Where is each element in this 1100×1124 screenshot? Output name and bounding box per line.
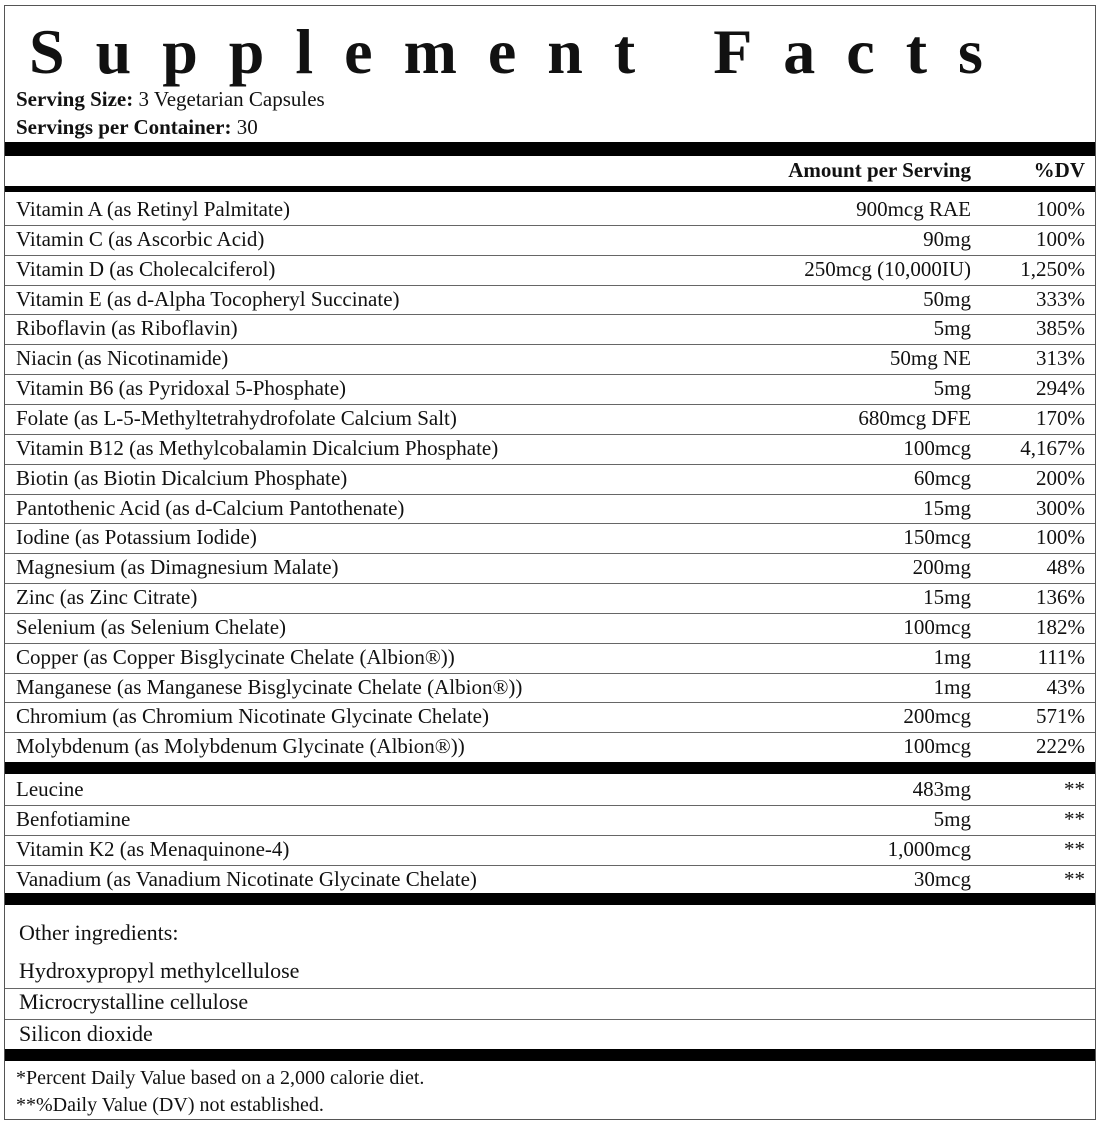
nutrient-dv: 200% <box>1036 465 1085 490</box>
nutrient-amount: 900mcg RAE <box>856 197 971 221</box>
nutrient-amount: 483mg <box>912 777 971 801</box>
nutrient-amount: 15mg <box>923 585 971 610</box>
nutrient-dv: ** <box>1064 866 1085 891</box>
nutrient-name: Folate (as L-5-Methyltetrahydrofolate Calcium Salt) <box>16 405 457 430</box>
nutrient-dv: 313% <box>1036 346 1085 371</box>
nutrient-name: Vitamin K2 (as Menaquinone-4) <box>16 836 290 861</box>
nutrient-dv: 100% <box>1036 226 1085 251</box>
servings-per-container-label: Servings per Container: <box>16 115 232 139</box>
nutrient-amount: 5mg <box>933 376 971 401</box>
nutrient-name: Selenium (as Selenium Chelate) <box>16 614 287 639</box>
nutrient-amount: 100mcg <box>903 435 971 460</box>
nutrient-dv: 48% <box>1046 555 1085 580</box>
nutrient-dv: 111% <box>1037 644 1085 669</box>
supplement-facts-panel <box>4 5 1096 1120</box>
table-row <box>5 673 1095 703</box>
nutrient-amount: 50mg <box>923 286 971 311</box>
nutrient-amount: 200mg <box>912 555 971 580</box>
nutrient-dv: ** <box>1064 836 1085 861</box>
nutrient-amount: 100mcg <box>903 614 971 639</box>
serving-size-label: Serving Size: <box>16 87 134 111</box>
nutrient-name: Iodine (as Potassium Iodide) <box>16 525 257 550</box>
table-row <box>5 775 1095 805</box>
nutrient-dv: 100% <box>1036 197 1085 221</box>
nutrient-name: Vanadium (as Vanadium Nicotinate Glycinate Chelate) <box>16 866 477 891</box>
table-row <box>5 344 1095 374</box>
nutrient-amount: 150mcg <box>903 525 971 550</box>
nutrient-amount: 50mg NE <box>889 346 971 371</box>
table-row <box>5 195 1095 225</box>
table-row <box>5 464 1095 494</box>
other-ingredient-item: Hydroxypropyl methylcellulose <box>19 958 300 983</box>
nutrient-name: Niacin (as Nicotinamide) <box>16 346 229 371</box>
table-row <box>5 805 1095 835</box>
nutrient-name: Riboflavin (as Riboflavin) <box>16 316 238 341</box>
other-ingredient-item: Silicon dioxide <box>19 1021 153 1046</box>
serving-size <box>16 85 325 113</box>
footnote-dv-not-established: **%Daily Value (DV) not established. <box>16 1094 324 1116</box>
table-row <box>5 404 1095 434</box>
table-row <box>5 374 1095 404</box>
row-divider <box>5 1019 1095 1020</box>
nutrient-dv: 4,167% <box>1020 435 1085 460</box>
nutrient-dv: 170% <box>1036 405 1085 430</box>
nutrient-dv: 182% <box>1036 614 1085 639</box>
nutrient-amount: 5mg <box>933 316 971 341</box>
nutrient-name: Zinc (as Zinc Citrate) <box>16 585 198 610</box>
nutrient-amount: 1mg <box>933 674 971 699</box>
dv-column-header: %DV <box>1033 158 1085 182</box>
table-row <box>5 865 1095 895</box>
table-row <box>5 255 1095 285</box>
serving-size-value: 3 Vegetarian Capsules <box>138 87 325 111</box>
nutrient-dv: 1,250% <box>1020 256 1085 281</box>
nutrient-name: Copper (as Copper Bisglycinate Chelate (Albion®)) <box>16 644 455 669</box>
nutrient-name: Vitamin E (as d-Alpha Tocopheryl Succinate) <box>16 286 400 311</box>
other-ingredient-item: Microcrystalline cellulose <box>19 989 249 1014</box>
nutrient-dv: 300% <box>1036 495 1085 520</box>
nutrient-dv: 294% <box>1036 376 1085 401</box>
nutrient-dv: 136% <box>1036 585 1085 610</box>
footnote-percent-dv: *Percent Daily Value based on a 2,000 calorie diet. <box>16 1067 425 1089</box>
nutrient-name: Pantothenic Acid (as d-Calcium Pantothenate) <box>16 495 405 520</box>
nutrient-name: Biotin (as Biotin Dicalcium Phosphate) <box>16 465 348 490</box>
nutrient-dv: ** <box>1064 777 1085 801</box>
table-row <box>5 285 1095 315</box>
nutrient-name: Vitamin D (as Cholecalciferol) <box>16 256 276 281</box>
nutrient-name: Manganese (as Manganese Bisglycinate Chelate (Albion®)) <box>16 674 523 699</box>
servings-per-container-value: 30 <box>236 115 258 139</box>
nutrient-dv: 571% <box>1036 704 1085 729</box>
nutrient-name: Molybdenum (as Molybdenum Glycinate (Albion®)) <box>16 734 465 759</box>
table-row <box>5 613 1095 643</box>
servings-per-container <box>16 113 258 141</box>
table-row <box>5 434 1095 464</box>
nutrient-name: Leucine <box>16 777 84 801</box>
section-divider-2 <box>5 893 1095 905</box>
nutrient-amount: 1,000mcg <box>887 836 971 861</box>
table-row <box>5 835 1095 865</box>
nutrient-amount: 30mcg <box>913 866 971 891</box>
nutrient-dv: 43% <box>1046 674 1085 699</box>
nutrient-amount: 90mg <box>923 226 971 251</box>
header-divider <box>5 186 1095 192</box>
nutrient-amount: 15mg <box>923 495 971 520</box>
table-row <box>5 523 1095 553</box>
table-row <box>5 314 1095 344</box>
nutrient-amount: 680mcg DFE <box>858 405 971 430</box>
nutrient-amount: 60mcg <box>913 465 971 490</box>
nutrient-dv: 100% <box>1036 525 1085 550</box>
nutrient-name: Magnesium (as Dimagnesium Malate) <box>16 555 339 580</box>
table-row <box>5 225 1095 255</box>
column-header-row <box>5 156 1095 186</box>
section-divider <box>5 762 1095 774</box>
table-row <box>5 732 1095 762</box>
nutrient-name: Chromium (as Chromium Nicotinate Glycinate Chelate) <box>16 704 489 729</box>
other-ingredients-title: Other ingredients: <box>19 920 179 945</box>
panel-title: Supplement Facts <box>29 16 1014 87</box>
table-row <box>5 553 1095 583</box>
nutrient-amount: 100mcg <box>903 734 971 759</box>
nutrient-amount: 1mg <box>933 644 971 669</box>
nutrient-amount: 200mcg <box>903 704 971 729</box>
nutrient-dv: 385% <box>1036 316 1085 341</box>
nutrient-name: Vitamin A (as Retinyl Palmitate) <box>16 197 291 221</box>
nutrient-name: Vitamin B12 (as Methylcobalamin Dicalcium Phosphate) <box>16 435 499 460</box>
table-row <box>5 583 1095 613</box>
table-row <box>5 702 1095 732</box>
nutrient-dv: 333% <box>1036 286 1085 311</box>
thick-divider <box>5 142 1095 156</box>
nutrient-name: Benfotiamine <box>16 806 131 831</box>
nutrient-amount: 5mg <box>933 806 971 831</box>
nutrient-dv: 222% <box>1036 734 1085 759</box>
nutrient-dv: ** <box>1064 806 1085 831</box>
nutrient-name: Vitamin B6 (as Pyridoxal 5-Phosphate) <box>16 376 347 401</box>
footer-divider <box>5 1049 1095 1061</box>
table-row <box>5 494 1095 524</box>
amount-column-header: Amount per Serving <box>788 158 971 182</box>
nutrient-amount: 250mcg (10,000IU) <box>804 256 971 281</box>
nutrient-name: Vitamin C (as Ascorbic Acid) <box>16 226 265 251</box>
table-row <box>5 643 1095 673</box>
